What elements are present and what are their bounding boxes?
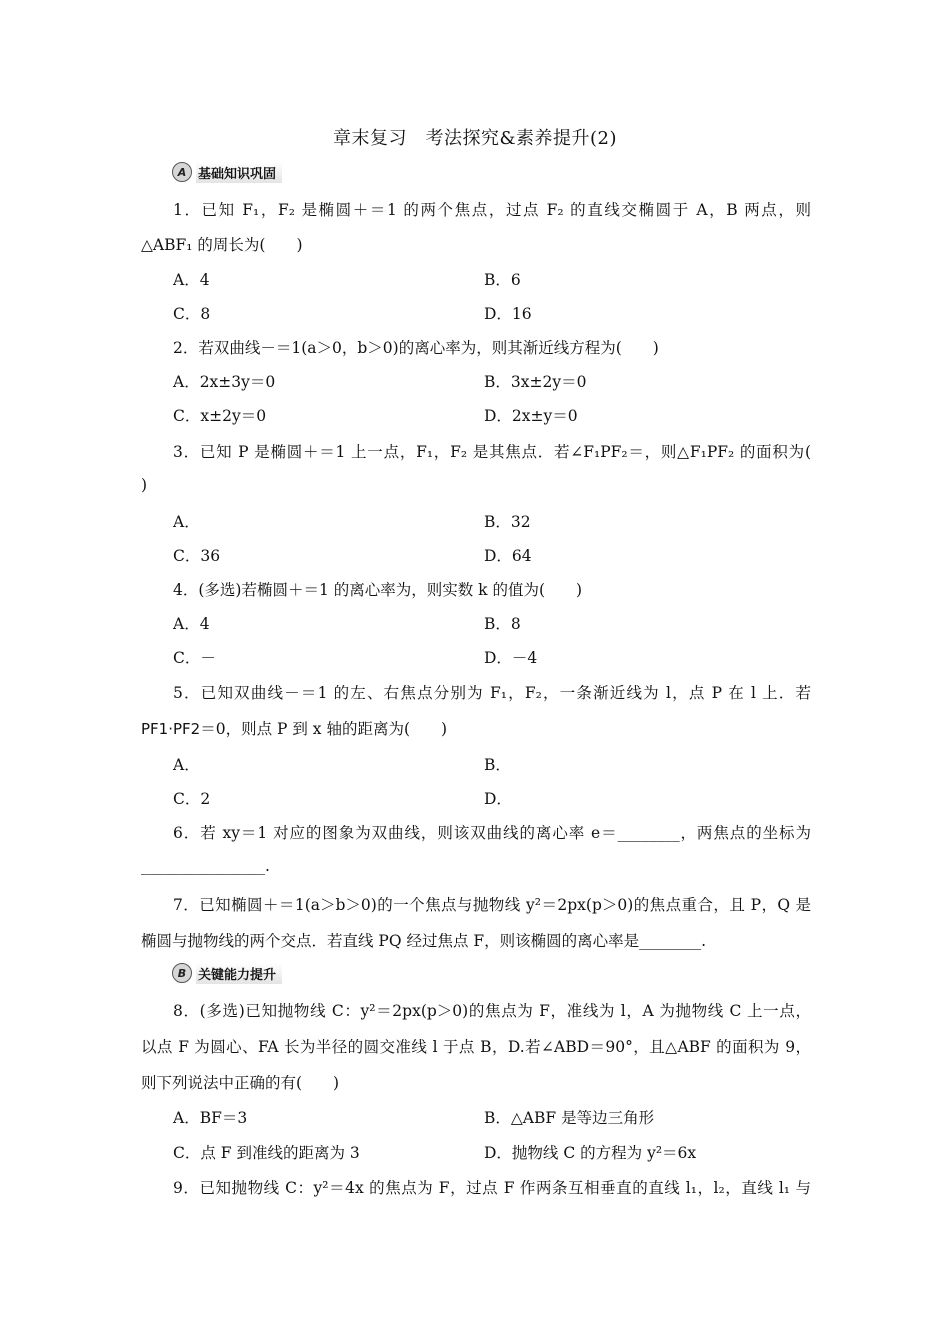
question-2-option-a: A．2x±3y＝0 — [173, 373, 276, 391]
section-header-basic — [172, 161, 282, 183]
question-8-line-2: 以点 F 为圆心、FA 长为半径的圆交准线 l 于点 B，D.若∠ABD＝90°，且△ABF 的面积为 9， — [141, 1038, 811, 1056]
question-9-line-1: 9．已知抛物线 C：y²＝4x 的焦点为 F，过点 F 作两条互相垂直的直线 l₁，l₂，直线 l₁ 与 — [173, 1179, 811, 1197]
section-label-basic: 基础知识巩固 — [196, 162, 282, 183]
question-3-option-b: B．32 — [484, 513, 531, 531]
question-7-line-1: 7．已知椭圆＋＝1(a＞b＞0)的一个焦点与抛物线 y²＝2px(p＞0)的焦点重合，且 P，Q 是 — [173, 896, 811, 914]
question-5-line-1: 5．已知双曲线－＝1 的左、右焦点分别为 F₁，F₂，一条渐近线为 l，点 P 在 l 上．若 — [173, 684, 811, 702]
question-1-option-c: C．8 — [173, 305, 211, 323]
question-1-option-b: B．6 — [484, 271, 521, 289]
section-badge-b-icon: B — [172, 963, 192, 983]
question-5-option-d: D． — [484, 790, 512, 808]
question-8-line-1: 8．(多选)已知抛物线 C：y²＝2px(p＞0)的焦点为 F，准线为 l，A 为抛物线 C 上一点， — [173, 1002, 811, 1020]
page-title: 章末复习 考法探究&素养提升(2) — [332, 128, 618, 149]
question-1-line-1: 1．已知 F₁，F₂ 是椭圆＋＝1 的两个焦点，过点 F₂ 的直线交椭圆于 A，B 两点，则 — [173, 201, 811, 219]
question-2-option-b: B．3x±2y＝0 — [484, 373, 587, 391]
question-1-option-a: A．4 — [173, 271, 210, 289]
question-3-option-c: C．36 — [173, 547, 221, 565]
question-3-option-a: A． — [173, 513, 200, 531]
question-3-line-2: ) — [141, 476, 148, 494]
question-2-option-d: D．2x±y＝0 — [484, 407, 578, 425]
section-label-key: 关键能力提升 — [196, 963, 282, 984]
question-8-option-a: A．BF＝3 — [173, 1109, 248, 1127]
question-6-line-2: ________________. — [141, 857, 270, 875]
question-8-option-d: D．抛物线 C 的方程为 y²＝6x — [484, 1144, 697, 1162]
question-4-option-d: D．－4 — [484, 649, 538, 667]
question-4-option-a: A．4 — [173, 615, 210, 633]
question-5-line-2 — [141, 717, 811, 739]
question-4-option-c: C．－ — [173, 649, 216, 667]
question-4-option-b: B．8 — [484, 615, 521, 633]
question-2-option-c: C．x±2y＝0 — [173, 407, 267, 425]
question-2-line-1: 2．若双曲线－＝1(a＞0，b＞0)的离心率为，则其渐近线方程为( ) — [173, 339, 659, 357]
question-6-line-1: 6．若 xy＝1 对应的图象为双曲线，则该双曲线的离心率 e＝________，两焦点的坐标为 — [173, 824, 811, 842]
question-1-option-d: D．16 — [484, 305, 532, 323]
question-8-option-b: B．△ABF 是等边三角形 — [484, 1109, 655, 1127]
question-5-vector-expression: PF1·PF2 — [141, 720, 201, 738]
section-badge-a-icon: A — [172, 162, 192, 182]
question-8-option-c: C．点 F 到准线的距离为 3 — [173, 1144, 360, 1162]
section-header-key — [172, 962, 282, 984]
question-7-line-2: 椭圆与抛物线的两个交点．若直线 PQ 经过焦点 F，则该椭圆的离心率是________. — [141, 932, 707, 950]
question-3-option-d: D．64 — [484, 547, 532, 565]
question-5-option-b: B． — [484, 756, 511, 774]
question-5-line-2-rest: ＝0，则点 P 到 x 轴的距离为( ) — [200, 720, 448, 738]
question-1-line-2: △ABF₁ 的周长为( ) — [141, 236, 303, 254]
question-3-line-1: 3．已知 P 是椭圆＋＝1 上一点，F₁，F₂ 是其焦点．若∠F₁PF₂＝，则△F₁PF₂ 的面积为( — [173, 443, 811, 461]
question-5-option-a: A． — [173, 756, 200, 774]
question-8-line-3: 则下列说法中正确的有( ) — [141, 1074, 340, 1092]
question-5-option-c: C．2 — [173, 790, 211, 808]
question-4-line-1: 4．(多选)若椭圆＋＝1 的离心率为，则实数 k 的值为( ) — [173, 581, 583, 599]
